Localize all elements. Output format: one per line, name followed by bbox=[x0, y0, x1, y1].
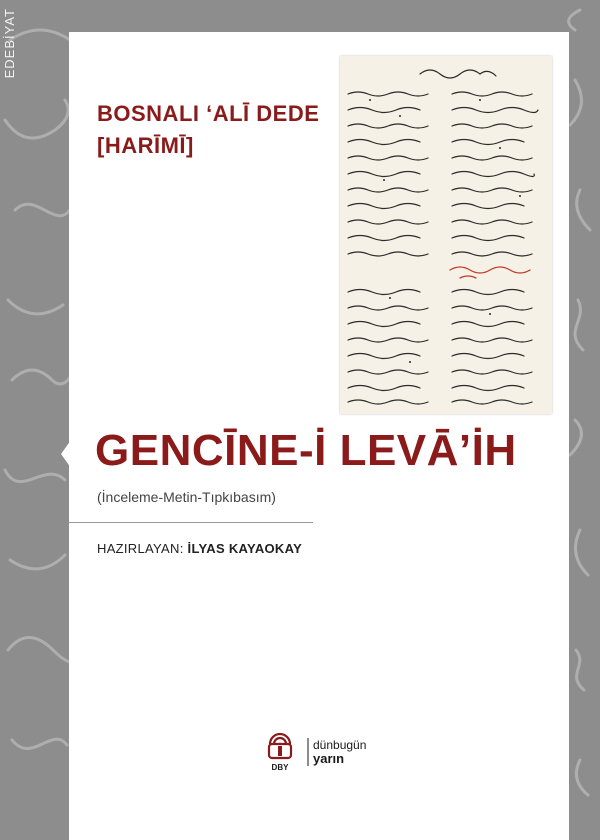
author-pen-name: [HARĪMĪ] bbox=[97, 133, 194, 158]
author-name: BOSNALI ‘ALĪ DEDE bbox=[97, 101, 320, 126]
publisher-name-line2: yarın bbox=[313, 751, 345, 766]
manuscript-facsimile-image bbox=[340, 56, 552, 414]
publisher-name bbox=[313, 738, 366, 766]
editor-name: İLYAS KAYAOKAY bbox=[187, 541, 303, 556]
book-title: GENCĪNE-İ LEVĀ’İH bbox=[95, 426, 517, 475]
editor-label: HAZIRLAYAN: bbox=[97, 541, 184, 556]
book-subtitle: (İnceleme-Metin-Tıpkıbasım) bbox=[97, 489, 276, 505]
publisher-logo-text: DBY bbox=[271, 763, 289, 772]
publisher-name-line1: dünbugün bbox=[313, 738, 367, 752]
author-block bbox=[97, 98, 319, 162]
panel-notch bbox=[61, 440, 71, 468]
divider-line bbox=[69, 522, 313, 523]
editor-credit bbox=[97, 541, 302, 556]
category-label: EDEBİYAT bbox=[2, 8, 17, 79]
